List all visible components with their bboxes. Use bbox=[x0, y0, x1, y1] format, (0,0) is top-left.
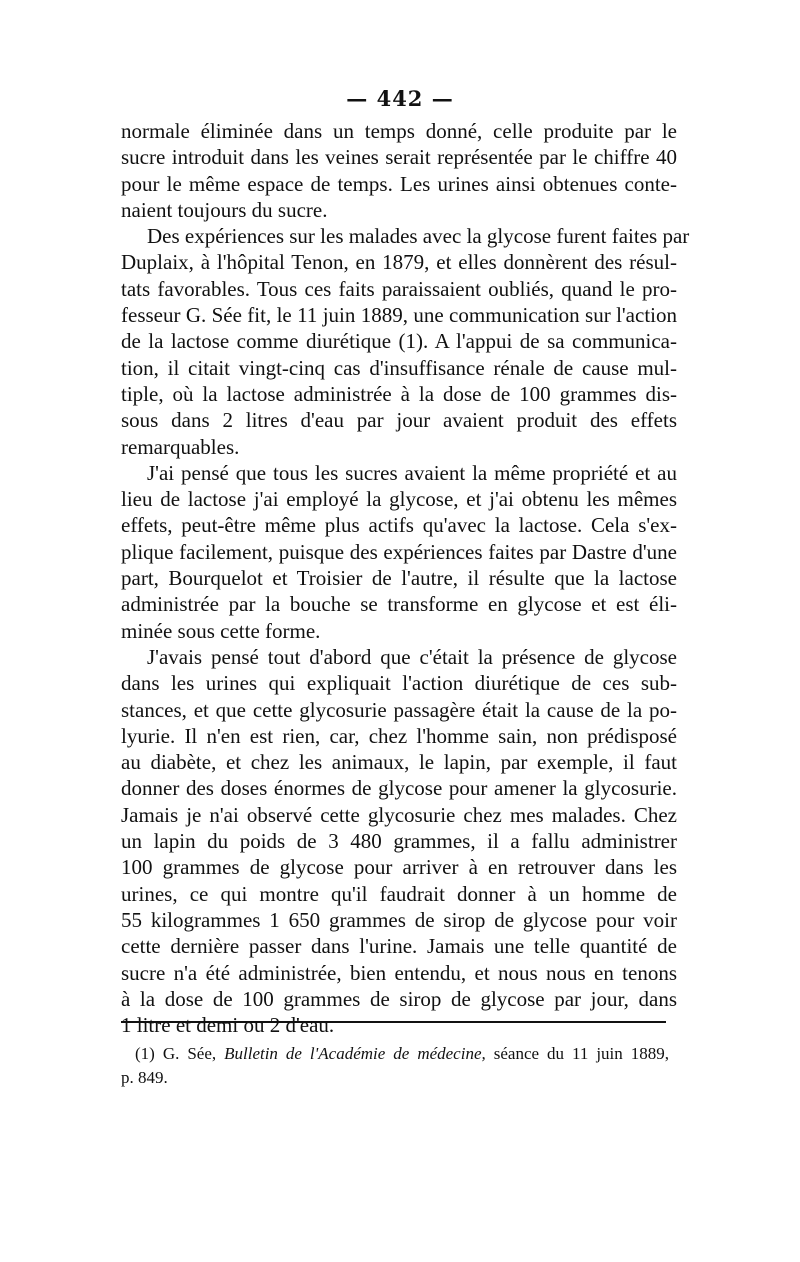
paragraph bbox=[121, 644, 677, 1038]
footnote-line bbox=[121, 1042, 669, 1066]
text-line: sous dans 2 litres d'eau par jour avaient produit des effets bbox=[121, 408, 677, 433]
text-line: tion, il citait vingt-cinq cas d'insuffisance rénale de cause mul- bbox=[121, 355, 677, 380]
text-line: Jamais je n'ai observé cette glycosurie chez mes malades. Chez bbox=[121, 802, 677, 827]
text-line: lieu de lactose j'ai employé la glycose, et j'ai obtenu les mêmes bbox=[121, 487, 677, 512]
text-line: 55 kilogrammes 1 650 grammes de sirop de glycose pour voir bbox=[121, 907, 677, 932]
page-number: — 442 — bbox=[346, 86, 454, 111]
main-text bbox=[121, 118, 690, 1038]
text-line: stances, et que cette glycosurie passagère était la cause de la po- bbox=[121, 697, 677, 722]
text-line: J'avais pensé tout d'abord que c'était la présence de glycose bbox=[147, 644, 677, 669]
text-line: remarquables. bbox=[121, 434, 240, 459]
text-line: à la dose de 100 grammes de sirop de glycose par jour, dans bbox=[121, 986, 677, 1011]
text-line: administrée par la bouche se transforme en glycose et est éli- bbox=[121, 592, 677, 617]
text-line: un lapin du poids de 3 480 grammes, il a fallu administrer bbox=[121, 829, 677, 854]
text-line: minée sous cette forme. bbox=[121, 618, 321, 643]
text-line: lyurie. Il n'en est rien, car, chez l'homme sain, non prédisposé bbox=[121, 723, 677, 748]
text-line: sucre n'a été administrée, bien entendu, et nous nous en tenons bbox=[121, 960, 677, 985]
text-line: urines, ce qui montre qu'il faudrait donner à un homme de bbox=[121, 881, 677, 906]
text-line: part, Bourquelot et Troisier de l'autre, il résulte que la lactose bbox=[121, 566, 677, 591]
footnote-title: Bulletin de l'Académie de médecine, bbox=[224, 1044, 486, 1063]
text-line: pour le même espace de temps. Les urines ainsi obtenues conte- bbox=[121, 171, 677, 196]
paragraph bbox=[121, 223, 690, 460]
text-line: 100 grammes de glycose pour arriver à en retrouver dans les bbox=[121, 855, 677, 880]
text-line: fesseur G. Sée fit, le 11 juin 1889, une communication sur l'action bbox=[121, 303, 677, 328]
footnote bbox=[121, 1042, 669, 1090]
text-line: naient toujours du sucre. bbox=[121, 197, 328, 222]
text-line: effets, peut-être même plus actifs qu'avec la lactose. Cela s'ex- bbox=[121, 513, 677, 538]
text-line: sucre introduit dans les veines serait représentée par le chiffre 40 bbox=[121, 145, 677, 170]
footnote-marker: (1) bbox=[135, 1044, 155, 1063]
text-line: cette dernière passer dans l'urine. Jamais une telle quantité de bbox=[121, 934, 677, 959]
text-line: tiple, où la lactose administrée à la dose de 100 grammes dis- bbox=[121, 381, 677, 406]
footnote-line: p. 849. bbox=[121, 1068, 168, 1087]
text-line: J'ai pensé que tous les sucres avaient la même propriété et au bbox=[147, 460, 677, 485]
text-line: 1 litre et demi ou 2 d'eau. bbox=[121, 1013, 335, 1038]
paragraph bbox=[121, 460, 677, 644]
text-line: Duplaix, à l'hôpital Tenon, en 1879, et elles donnèrent des résul- bbox=[121, 250, 677, 275]
text-line: tats favorables. Tous ces faits paraissaient oubliés, quand le pro- bbox=[121, 276, 677, 301]
text-line: de la lactose comme diurétique (1). A l'appui de sa communica- bbox=[121, 329, 677, 354]
paragraph bbox=[121, 118, 677, 223]
text-line: au diabète, et chez les animaux, le lapin, par exemple, il faut bbox=[121, 750, 677, 775]
footnote-detail: séance du 11 juin 1889, bbox=[493, 1044, 670, 1063]
text-line: Des expériences sur les malades avec la glycose furent faites par bbox=[147, 224, 690, 249]
footnote-author: G. Sée, bbox=[162, 1044, 217, 1063]
text-line: donner des doses énormes de glycose pour amener la glycosurie. bbox=[121, 776, 677, 801]
text-line: normale éliminée dans un temps donné, celle produite par le bbox=[121, 119, 677, 143]
footnote-rule bbox=[121, 1021, 666, 1023]
text-line: plique facilement, puisque des expériences faites par Dastre d'une bbox=[121, 539, 677, 564]
text-line: dans les urines qui expliquait l'action diurétique de ces sub- bbox=[121, 671, 677, 696]
